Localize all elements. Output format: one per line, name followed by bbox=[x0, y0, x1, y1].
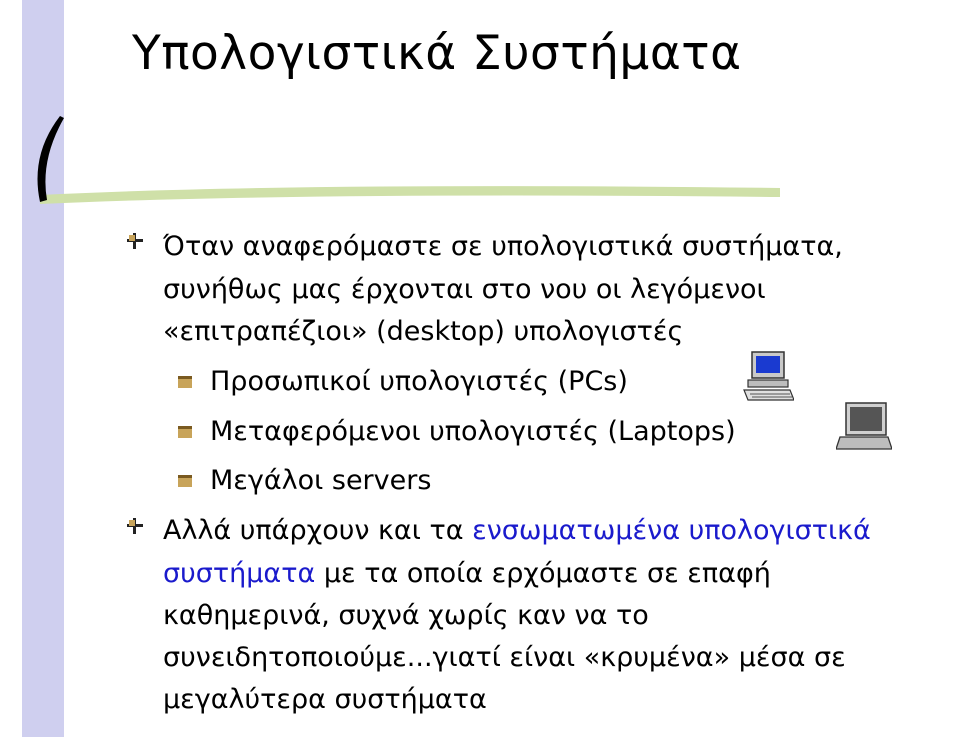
subitem-servers: Μεγάλοι servers bbox=[210, 465, 432, 496]
bullet1-line2: συνήθως μας έρχονται στο νου οι λεγόμενοι bbox=[163, 274, 766, 305]
bullet2-line4: συνειδητοποιούμε...γιατί είναι «κρυμένα» μέσα σε bbox=[163, 642, 846, 673]
sub-bullet-icon bbox=[178, 473, 194, 489]
systems-highlight: συστήματα bbox=[163, 558, 316, 589]
pushpin-bullet-icon bbox=[127, 233, 143, 249]
bullet2-line2 bbox=[163, 556, 771, 592]
slide-title: Υπολογιστικά Συστήματα bbox=[132, 26, 742, 81]
bullet2-line1-text: Αλλά υπάρχουν και τα bbox=[163, 515, 473, 546]
bullet1-line3: «επιτραπέζιοι» (desktop) υπολογιστές bbox=[163, 316, 684, 347]
embedded-systems-highlight: ενσωματωμένα υπολογιστικά bbox=[472, 515, 871, 546]
bullet2-line3: καθημερινά, συχνά χωρίς καν να το bbox=[163, 600, 649, 631]
bullet2-line1 bbox=[163, 513, 871, 549]
bullet2-line2-text: με τα οποία ερχόμαστε σε επαφή bbox=[315, 558, 771, 589]
sub-bullet-icon bbox=[178, 374, 194, 390]
subitem-laptops: Μεταφερόμενοι υπολογιστές (Laptops) bbox=[210, 416, 736, 447]
desktop-computer-icon bbox=[742, 350, 794, 402]
sub-bullet-icon bbox=[178, 424, 194, 440]
subitem-pcs: Προσωπικοί υπολογιστές (PCs) bbox=[210, 366, 628, 397]
bullet2-line5: μεγαλύτερα συστήματα bbox=[163, 684, 487, 715]
bullet1-line1: Όταν αναφερόμαστε σε υπολογιστικά συστήματα, bbox=[163, 231, 843, 262]
pushpin-bullet-icon bbox=[127, 518, 143, 534]
laptop-computer-icon bbox=[836, 401, 892, 453]
